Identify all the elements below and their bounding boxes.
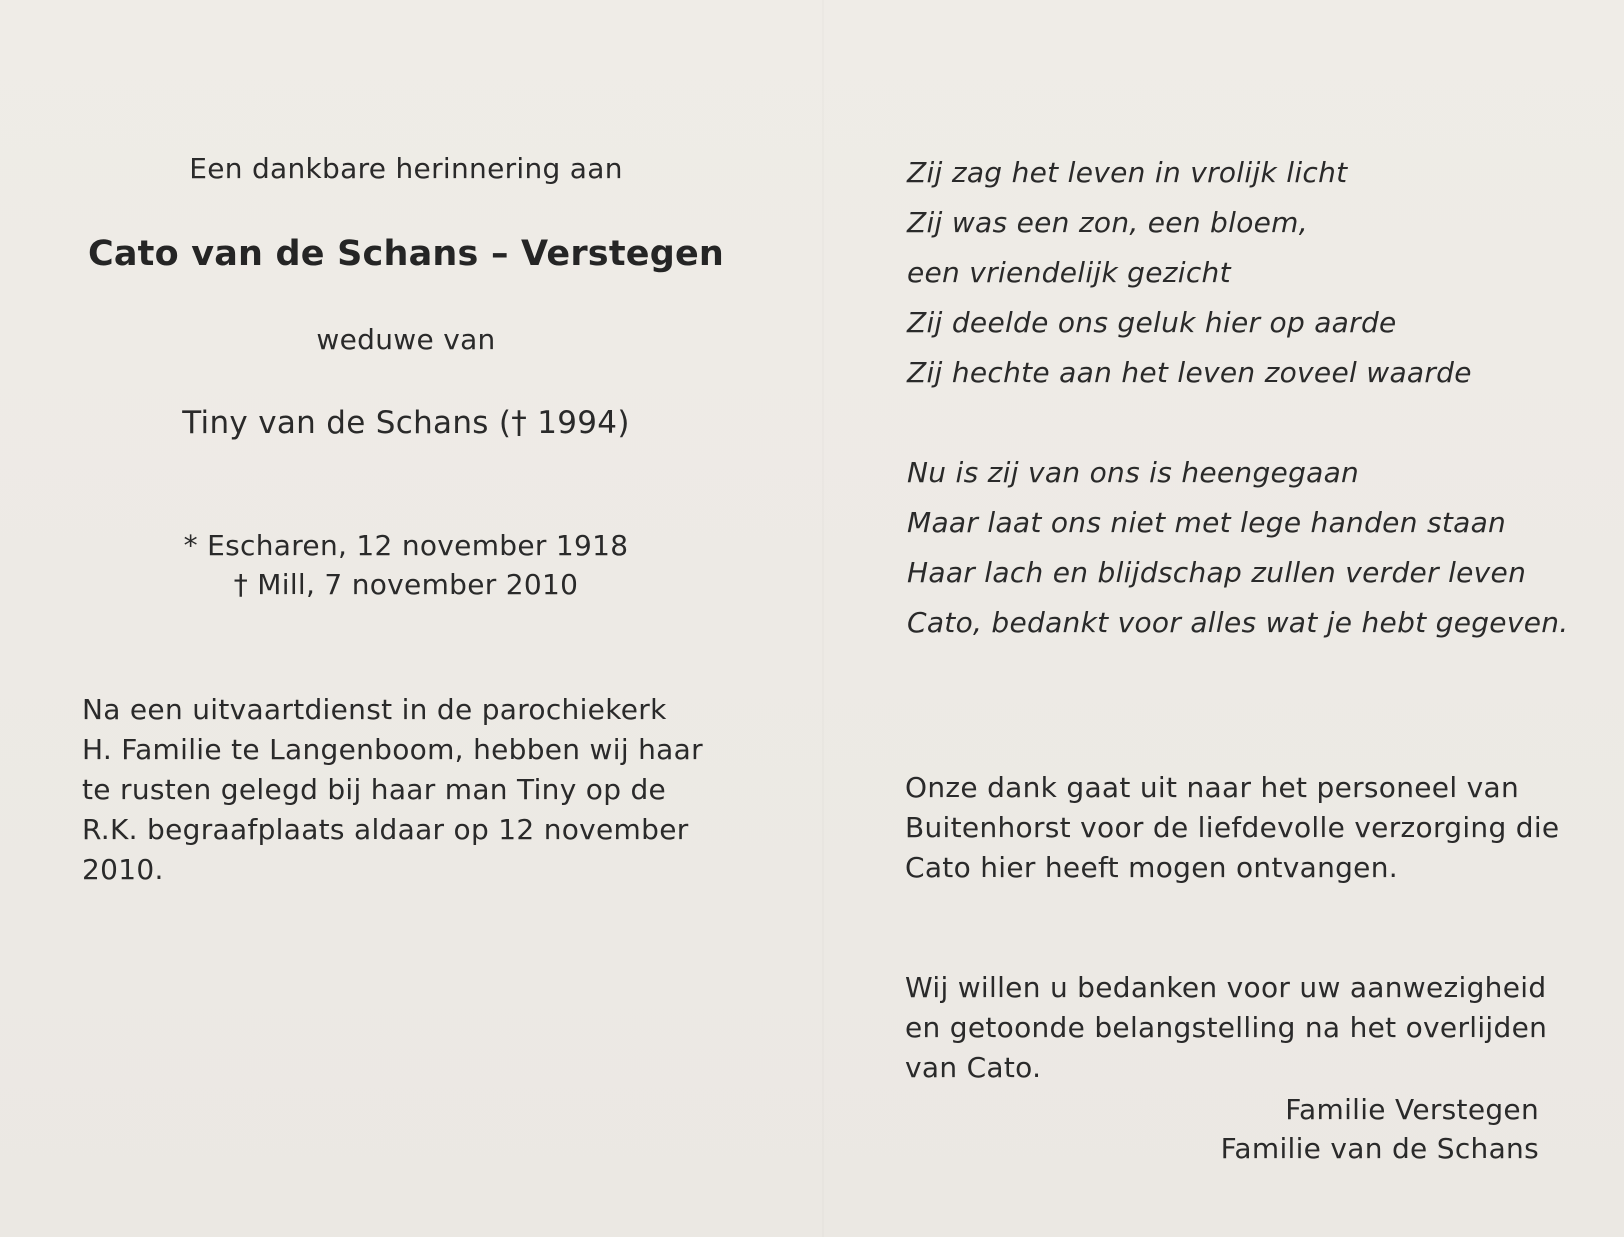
poem-line: Zij was een zon, een bloem, (907, 206, 1308, 239)
poem-stanza-2 (907, 448, 1568, 648)
card-fold (822, 0, 824, 1237)
paragraph-line: en getoonde belangstelling na het overlijden (905, 1011, 1548, 1044)
signature-line: Familie Verstegen (1285, 1093, 1539, 1126)
birth-date: * Escharen, 12 november 1918 (183, 529, 629, 562)
paragraph-line: Wij willen u bedanken voor uw aanwezigheid (905, 971, 1547, 1004)
poem-line: Maar laat ons niet met lege handen staan (907, 506, 1507, 539)
paragraph-line: te rusten gelegd bij haar man Tiny op de (82, 773, 667, 806)
thanks-staff-paragraph (905, 768, 1559, 888)
widow-of-text: weduwe van (316, 323, 496, 356)
poem-line: Cato, bedankt voor alles wat je hebt gegeven. (907, 606, 1569, 639)
husband-name: Tiny van de Schans († 1994) (182, 405, 630, 441)
poem-stanza-1 (907, 148, 1472, 398)
paragraph-line: Onze dank gaat uit naar het personeel van (905, 771, 1519, 804)
paragraph-line: Buitenhorst voor de liefdevolle verzorging die (905, 811, 1560, 844)
paragraph-line: Na een uitvaartdienst in de parochiekerk (82, 693, 667, 726)
funeral-paragraph (82, 690, 782, 890)
thanks-attendance-paragraph (905, 968, 1547, 1088)
paragraph-line: 2010. (82, 853, 164, 886)
paragraph-line: Cato hier heeft mogen ontvangen. (905, 851, 1398, 884)
paragraph-line: R.K. begraafplaats aldaar op 12 november (82, 813, 689, 846)
signature-line: Familie van de Schans (1220, 1132, 1539, 1165)
poem-line: Nu is zij van ons is heengegaan (907, 456, 1360, 489)
poem-line: Zij zag het leven in vrolijk licht (907, 156, 1348, 189)
paragraph-line: van Cato. (905, 1051, 1042, 1084)
intro-text: Een dankbare herinnering aan (189, 152, 623, 185)
deceased-name: Cato van de Schans – Verstegen (87, 234, 725, 274)
life-dates (0, 526, 812, 604)
poem-line: een vriendelijk gezicht (907, 256, 1231, 289)
death-date: † Mill, 7 november 2010 (233, 568, 579, 601)
paragraph-line: H. Familie te Langenboom, hebben wij haar (82, 733, 703, 766)
poem-line: Zij deelde ons geluk hier op aarde (907, 306, 1397, 339)
family-signature (1221, 1090, 1539, 1168)
poem-line: Zij hechte aan het leven zoveel waarde (907, 356, 1472, 389)
poem-line: Haar lach en blijdschap zullen verder leven (907, 556, 1527, 589)
